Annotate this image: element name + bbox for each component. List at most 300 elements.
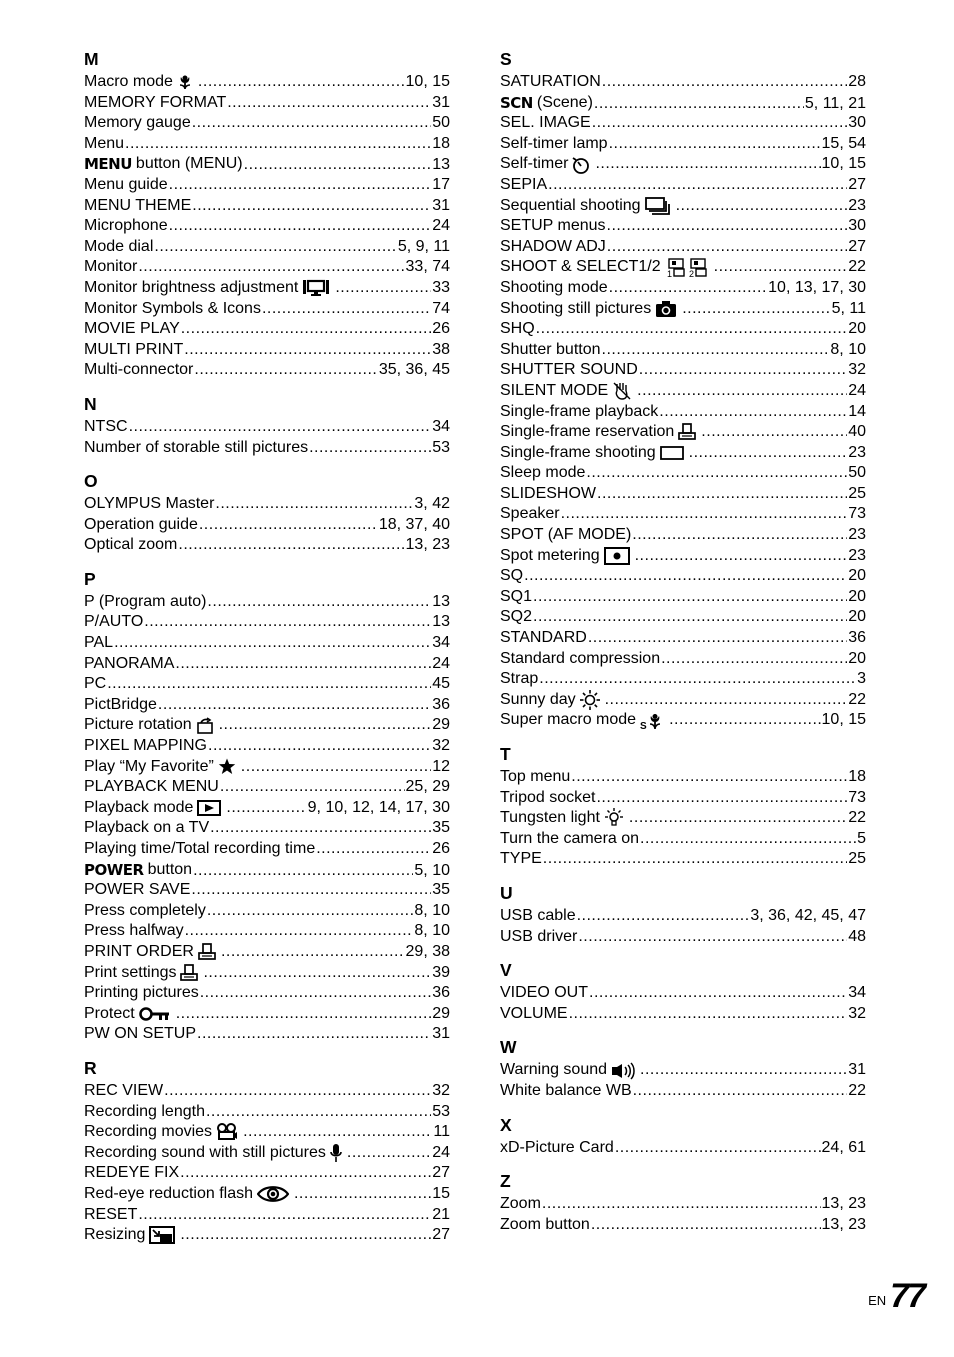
dot-leader <box>571 767 847 788</box>
index-term-text: VIDEO OUT <box>500 984 589 1002</box>
index-term-text: SPOT (AF MODE) <box>500 526 632 544</box>
index-term <box>500 196 675 217</box>
spot-metering-icon <box>604 547 630 565</box>
index-section-m <box>84 47 450 381</box>
index-term <box>500 628 587 649</box>
page-references: 40 <box>848 423 866 441</box>
page-references: 29 <box>432 1004 450 1022</box>
dot-leader <box>605 690 848 711</box>
dot-leader <box>659 402 847 423</box>
index-term <box>84 633 113 654</box>
page-references: 32 <box>432 1081 450 1099</box>
dot-leader <box>197 1024 431 1045</box>
rotation-icon <box>196 717 214 735</box>
index-entry <box>84 1143 450 1164</box>
index-entry <box>84 93 450 114</box>
index-entry <box>84 154 450 175</box>
index-column-left <box>84 47 450 1257</box>
dot-leader <box>661 649 847 670</box>
index-entry <box>500 196 866 217</box>
index-entry <box>84 633 450 654</box>
page-references: 28 <box>848 73 866 90</box>
page-references: 27 <box>848 175 866 193</box>
index-term <box>500 504 560 525</box>
dot-leader <box>689 443 848 464</box>
page-references: 13 <box>432 592 450 610</box>
index-term-text: Playback mode <box>84 798 194 816</box>
index-term <box>84 216 168 237</box>
index-term <box>84 278 334 299</box>
page-references: 10, 15 <box>821 155 866 173</box>
page-references: 11 <box>433 1123 450 1141</box>
dot-leader <box>588 628 847 649</box>
page-references: 15, 54 <box>821 134 866 152</box>
index-term <box>500 829 639 850</box>
index-term <box>84 93 226 114</box>
page-references: 22 <box>848 690 866 708</box>
index-term <box>84 319 180 340</box>
dot-leader <box>714 257 848 278</box>
dot-leader <box>176 1004 432 1025</box>
index-term-text: Recording sound with still pictures <box>84 1143 326 1161</box>
index-term <box>84 1143 346 1164</box>
page-footer <box>868 1277 924 1315</box>
index-term-text: Memory gauge <box>84 114 191 132</box>
dot-leader <box>676 196 848 217</box>
index-entry <box>84 319 450 340</box>
index-term-text: OLYMPUS Master <box>84 495 215 513</box>
index-entry <box>500 1004 866 1025</box>
index-entry <box>500 1081 866 1102</box>
dot-leader <box>607 237 847 258</box>
page-references: 31 <box>432 196 450 214</box>
index-term <box>500 237 606 258</box>
print-icon <box>198 943 216 961</box>
dot-leader <box>199 515 378 536</box>
page-references: 45 <box>432 675 450 693</box>
dot-leader <box>335 278 431 299</box>
page-references: 12 <box>432 757 450 775</box>
index-entry <box>500 237 866 258</box>
index-term <box>500 278 608 299</box>
print-icon <box>180 964 198 982</box>
index-term-text: Macro mode <box>84 73 173 90</box>
index-term-text: Zoom button <box>500 1215 590 1233</box>
index-entry <box>84 175 450 196</box>
language-label: EN <box>868 1293 887 1308</box>
section-letter: M <box>84 49 99 69</box>
index-term-text: button (MENU) <box>135 155 243 173</box>
page-references: 8, 10 <box>414 901 450 919</box>
speaker-icon <box>611 1062 635 1080</box>
index-term-text: MULTI PRINT <box>84 340 184 358</box>
dot-leader <box>184 340 431 361</box>
index-term-text: Multi-connector <box>84 361 194 379</box>
index-term-text: SHQ <box>500 320 535 338</box>
index-entry <box>84 278 450 299</box>
index-term <box>84 1225 179 1246</box>
index-entry <box>84 942 450 963</box>
index-entry <box>500 443 866 464</box>
index-term <box>84 1205 137 1226</box>
index-entry <box>500 1060 866 1081</box>
index-term <box>500 216 606 237</box>
index-term-text: P/AUTO <box>84 613 144 631</box>
index-entry <box>84 983 450 1004</box>
index-term-text: Print settings <box>84 963 177 981</box>
dot-leader <box>602 340 830 361</box>
index-term-text: Spot metering <box>500 546 600 564</box>
page-references: 26 <box>432 320 450 338</box>
dot-leader <box>294 1184 431 1205</box>
page-references: 30 <box>848 217 866 235</box>
page-references: 27 <box>432 1226 450 1244</box>
index-section-n <box>84 392 450 458</box>
index-entry <box>500 983 866 1004</box>
index-term-text: Speaker <box>500 505 560 523</box>
dot-leader <box>215 494 413 515</box>
index-term <box>84 695 157 716</box>
page-references: 21 <box>432 1205 450 1223</box>
index-entry <box>84 777 450 798</box>
page-number: 77 <box>890 1277 924 1315</box>
index-term-text: STANDARD <box>500 629 587 647</box>
index-term-text: MOVIE PLAY <box>84 320 180 338</box>
index-entry <box>500 1194 866 1215</box>
resize-icon <box>149 1226 175 1244</box>
index-entry <box>84 299 450 320</box>
page-references: 36 <box>432 984 450 1002</box>
index-term-text: Press halfway <box>84 922 184 940</box>
page-references: 8, 10 <box>830 340 866 358</box>
page-references: 20 <box>848 587 866 605</box>
index-term-text: SQ1 <box>500 587 533 605</box>
index-term <box>84 417 128 438</box>
dot-leader <box>244 155 432 176</box>
index-entry <box>84 417 450 438</box>
page-references: 74 <box>432 299 450 317</box>
index-entry <box>500 710 866 731</box>
index-term <box>84 798 225 819</box>
index-column-right <box>500 47 866 1246</box>
tungsten-icon <box>604 808 624 828</box>
index-entry <box>84 1122 450 1143</box>
page-references: 22 <box>848 809 866 827</box>
index-entry <box>500 175 866 196</box>
dot-leader <box>701 422 847 443</box>
page-references: 32 <box>848 1004 866 1022</box>
index-term <box>84 983 199 1004</box>
index-term <box>500 154 594 175</box>
page-references: 33 <box>432 278 450 296</box>
page-references: 22 <box>848 258 866 276</box>
index-term <box>500 906 576 927</box>
page-references: 9, 10, 12, 14, 17, 30 <box>307 798 450 816</box>
index-term-text: USB driver <box>500 927 578 945</box>
self-timer-icon <box>572 156 590 174</box>
page-references: 50 <box>848 464 866 482</box>
index-term <box>500 1081 632 1102</box>
button-label-glyph: SCN <box>500 93 533 112</box>
page-references: 35, 36, 45 <box>378 361 450 379</box>
index-term-text: Shooting mode <box>500 278 608 296</box>
index-entry <box>500 484 866 505</box>
dot-leader <box>309 438 431 459</box>
index-section-o <box>84 469 450 556</box>
page-references: 27 <box>848 237 866 255</box>
dot-leader <box>193 861 413 882</box>
dot-leader <box>219 715 432 736</box>
dot-leader <box>640 829 856 850</box>
index-term <box>84 1122 242 1143</box>
index-term <box>84 654 174 675</box>
index-term <box>500 849 542 870</box>
index-term <box>84 839 315 860</box>
index-term-text: Menu guide <box>84 175 168 193</box>
page-references: 32 <box>848 361 866 379</box>
index-term <box>84 736 207 757</box>
index-term-text: RESET <box>84 1205 138 1223</box>
index-term-text: White balance WB <box>500 1081 632 1099</box>
index-term-text: Single-frame reservation <box>500 423 675 441</box>
index-term <box>84 340 183 361</box>
index-term-text: REDEYE FIX <box>84 1164 180 1182</box>
page-references: 31 <box>432 1025 450 1043</box>
index-entry <box>500 463 866 484</box>
dot-leader <box>194 360 377 381</box>
index-term-text: Resizing <box>84 1226 146 1244</box>
dot-leader <box>181 319 431 340</box>
index-term-text: Strap <box>500 670 539 688</box>
index-entry <box>84 963 450 984</box>
index-term-text: Sunny day <box>500 690 576 708</box>
page-references: 18 <box>432 134 450 152</box>
index-entry <box>500 113 866 134</box>
index-term <box>84 154 243 175</box>
index-entry <box>500 906 866 927</box>
dot-leader <box>144 612 431 633</box>
index-term-text: Operation guide <box>84 515 198 533</box>
index-term <box>500 257 713 278</box>
dot-leader <box>227 93 431 114</box>
index-term <box>500 134 608 155</box>
index-term-text: PANORAMA <box>84 654 175 672</box>
dot-leader <box>548 175 847 196</box>
dot-leader <box>561 504 848 525</box>
section-letter: O <box>84 471 98 492</box>
index-term-text: Play “My Favorite” <box>84 757 214 775</box>
page-references: 24 <box>432 217 450 235</box>
index-entry <box>500 808 866 829</box>
index-term <box>500 927 577 948</box>
index-entry <box>500 1215 866 1236</box>
dot-leader <box>578 927 847 948</box>
key-icon <box>139 1006 171 1022</box>
page-references: 20 <box>848 567 866 585</box>
index-term-text: Super macro mode <box>500 711 637 729</box>
index-term <box>500 566 523 587</box>
dot-leader <box>164 1081 431 1102</box>
dot-leader <box>543 849 847 870</box>
index-term <box>84 592 206 613</box>
page-references: 29 <box>432 716 450 734</box>
svg-text:S: S <box>640 720 647 730</box>
page-references: 23 <box>848 443 866 461</box>
dot-leader <box>609 278 768 299</box>
section-letter: N <box>84 393 97 414</box>
index-term-text: SHUTTER SOUND <box>500 361 638 379</box>
index-term-text: PIXEL MAPPING <box>84 737 207 755</box>
index-term-text: Monitor brightness adjustment <box>84 278 299 296</box>
index-term-text: Menu <box>84 134 125 152</box>
index-term <box>84 535 177 556</box>
dot-leader <box>169 216 432 237</box>
page-references: 35 <box>432 881 450 899</box>
index-term <box>84 360 193 381</box>
index-term <box>84 880 190 901</box>
section-letter: R <box>84 1057 97 1078</box>
dot-leader <box>539 669 856 690</box>
page-references: 24 <box>432 654 450 672</box>
index-term-text: Warning sound <box>500 1061 608 1079</box>
dot-leader <box>203 963 431 984</box>
dot-leader <box>589 983 847 1004</box>
dot-leader <box>221 942 405 963</box>
index-term-text: SETUP menus <box>500 217 606 235</box>
page-references: 5, 11 <box>831 299 866 317</box>
index-term-text: SATURATION <box>500 73 601 90</box>
index-term <box>500 983 588 1004</box>
index-term <box>500 710 668 731</box>
index-entry <box>500 849 866 870</box>
index-term <box>500 484 596 505</box>
dot-leader <box>154 237 396 258</box>
dot-leader <box>633 1081 848 1102</box>
index-term-text: PRINT ORDER <box>84 942 194 960</box>
index-term <box>84 1081 163 1102</box>
index-term <box>84 942 220 963</box>
page-references: 3, 42 <box>414 495 450 513</box>
page-references: 50 <box>432 114 450 132</box>
index-term <box>84 777 219 798</box>
index-term-text: Red-eye reduction flash <box>84 1184 253 1202</box>
page-references: 34 <box>432 417 450 435</box>
index-entry <box>84 216 450 237</box>
index-entry <box>500 257 866 278</box>
index-term-text: (Scene) <box>536 93 593 111</box>
index-term-text: Monitor Symbols & Icons <box>84 299 261 317</box>
index-term <box>84 494 214 515</box>
page-references: 20 <box>848 320 866 338</box>
index-term <box>84 1024 196 1045</box>
dot-leader <box>125 134 431 155</box>
index-term-text: PictBridge <box>84 695 157 713</box>
index-term-text: Playing time/Total recording time <box>84 840 316 857</box>
dot-leader <box>591 1215 821 1236</box>
dot-leader <box>210 818 431 839</box>
index-term <box>500 381 636 402</box>
index-term <box>84 901 206 922</box>
index-entry <box>84 674 450 695</box>
dot-leader <box>200 983 431 1004</box>
page-references: 10, 15 <box>821 711 866 729</box>
index-entry <box>500 93 866 114</box>
page-references: 10, 15 <box>405 73 450 90</box>
dot-leader <box>635 546 848 567</box>
index-entry <box>84 818 450 839</box>
index-entry <box>500 72 866 93</box>
page-references: 36 <box>432 695 450 713</box>
index-term <box>500 546 634 567</box>
page-references: 23 <box>848 526 866 544</box>
dot-leader <box>632 525 847 546</box>
index-entry <box>84 237 450 258</box>
dot-leader <box>178 535 404 556</box>
index-entry <box>500 340 866 361</box>
index-term <box>84 196 191 217</box>
index-term-text: Zoom <box>500 1195 541 1213</box>
section-letter: V <box>500 960 512 981</box>
movie-camera-icon <box>216 1123 238 1141</box>
dot-leader <box>158 695 431 716</box>
index-term-text: Sleep mode <box>500 464 586 482</box>
index-term-text: SLIDESHOW <box>500 484 597 502</box>
dot-leader <box>241 757 431 778</box>
section-letter: W <box>500 1037 517 1058</box>
star-icon <box>218 758 236 775</box>
index-entry <box>500 649 866 670</box>
index-entry <box>500 422 866 443</box>
index-term <box>84 257 137 278</box>
index-term-text: REC VIEW <box>84 1081 164 1099</box>
index-section-w <box>500 1035 866 1101</box>
page-references: 13, 23 <box>405 536 450 554</box>
button-label-glyph: POWER <box>84 860 144 879</box>
index-term <box>500 587 532 608</box>
page-references: 20 <box>848 649 866 667</box>
index-entry <box>500 504 866 525</box>
page-references: 31 <box>848 1061 866 1079</box>
page-references: 5 <box>857 829 866 847</box>
index-entry <box>84 592 450 613</box>
dot-leader <box>243 1122 432 1143</box>
dot-leader <box>542 1194 821 1215</box>
page-references: 24, 61 <box>821 1138 866 1156</box>
dot-leader <box>220 777 405 798</box>
index-entry <box>84 695 450 716</box>
index-term <box>84 818 209 839</box>
index-entry <box>500 216 866 237</box>
index-term <box>500 649 660 670</box>
index-term-text: Printing pictures <box>84 984 199 1002</box>
index-term-text: Picture rotation <box>84 716 192 734</box>
dot-leader <box>262 299 431 320</box>
dot-leader <box>524 566 847 587</box>
index-term <box>84 113 191 134</box>
index-term-text: VOLUME <box>500 1004 568 1022</box>
dot-leader <box>595 154 820 175</box>
index-term <box>84 612 143 633</box>
index-term <box>500 1060 639 1081</box>
dot-leader <box>192 113 431 134</box>
index-term-text: SQ <box>500 567 524 585</box>
index-entry <box>500 669 866 690</box>
index-term-text: Single-frame shooting <box>500 443 656 461</box>
index-entry <box>84 860 450 881</box>
dot-leader <box>669 710 820 731</box>
page-references: 5, 11, 21 <box>804 94 866 112</box>
page-references: 30 <box>848 114 866 132</box>
